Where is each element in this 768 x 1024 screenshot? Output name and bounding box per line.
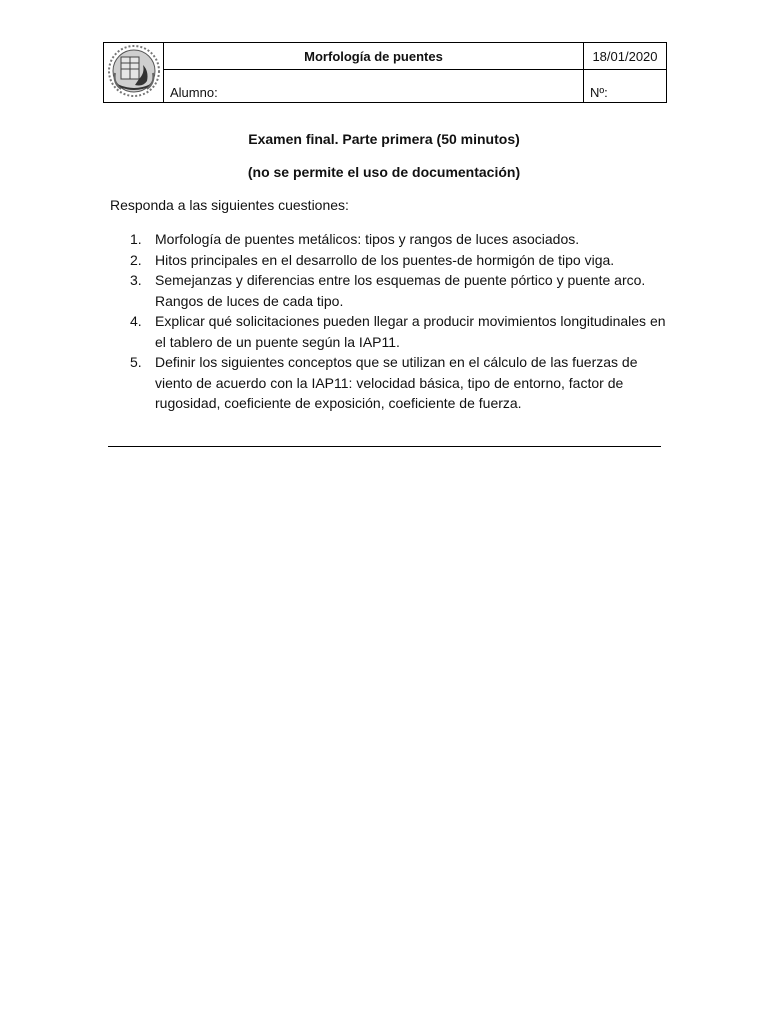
question-list (110, 229, 670, 414)
exam-header-table (103, 42, 667, 103)
question-item (110, 352, 670, 414)
question-number: 4. (130, 313, 142, 329)
university-seal-icon (105, 43, 163, 99)
question-item (110, 250, 670, 271)
course-title: Morfología de puentes (164, 43, 584, 70)
instructions: Responda a las siguientes cuestiones: (110, 197, 349, 213)
question-text: Morfología de puentes metálicos: tipos y rangos de luces asociados. (155, 231, 580, 247)
question-number: 1. (130, 231, 142, 247)
question-text: Explicar qué solicitaciones pueden llegar a producir movimientos longitudinales en el tablero de un puente según la IAP11. (155, 313, 666, 350)
question-text: Semejanzas y diferencias entre los esquemas de puente pórtico y puente arco. Rangos de luces de cada tipo. (155, 272, 646, 309)
question-text: Hitos principales en el desarrollo de los puentes-de hormigón de tipo viga. (155, 251, 615, 268)
question-number: 5. (130, 354, 142, 370)
exam-title: Examen final. Parte primera (50 minutos) (248, 131, 520, 147)
question-item (110, 229, 670, 250)
question-number: 3. (130, 272, 142, 288)
exam-subtitle: (no se permite el uso de documentación) (247, 164, 521, 180)
question-number: 2. (130, 251, 142, 268)
question-item (110, 270, 670, 311)
logo-cell (104, 43, 164, 103)
student-number-field: Nº: (584, 70, 667, 103)
exam-date: 18/01/2020 (584, 43, 667, 70)
section-divider (108, 446, 661, 447)
question-item (110, 311, 670, 352)
student-name-field: Alumno: (164, 70, 584, 103)
question-text: Definir los siguientes conceptos que se utilizan en el cálculo de las fuerzas de viento de acuerdo con la IAP11: velocidad básica, tipo de entorno, factor de rugosidad, coeficiente de exposición, coeficiente de fuerza. (155, 354, 638, 411)
